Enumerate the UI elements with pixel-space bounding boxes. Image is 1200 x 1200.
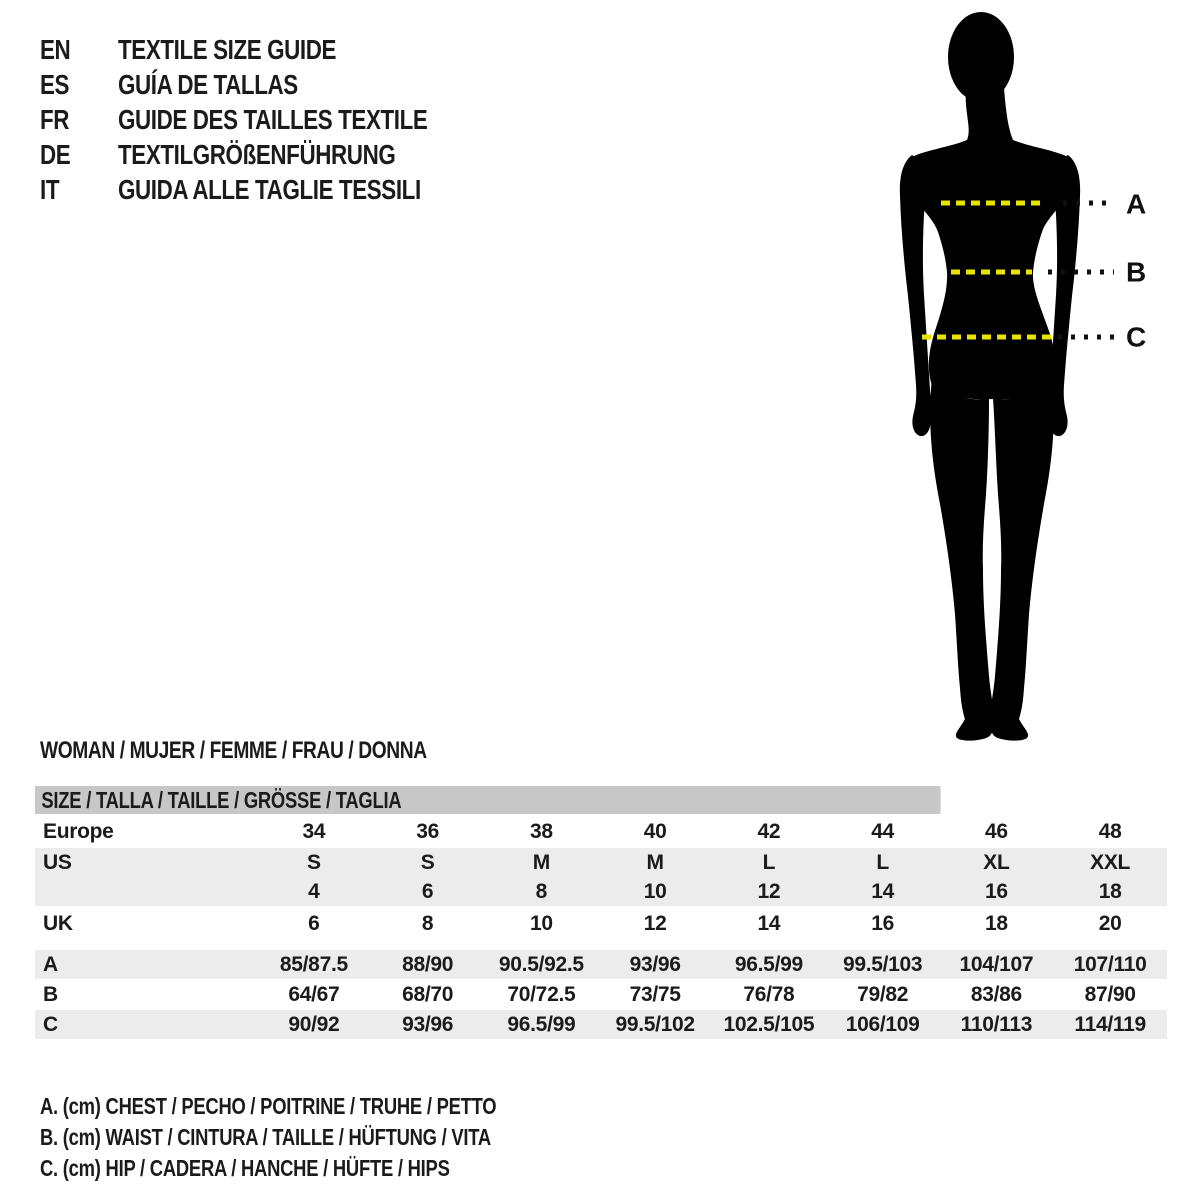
language-code: FR (40, 104, 70, 135)
legend-waist: B. (cm) WAIST / CINTURA / TAILLE / HÜFTUNG / VITA (40, 1124, 491, 1150)
size-value: 93/96 (402, 1013, 454, 1036)
size-value: XXL (1090, 851, 1131, 874)
size-value: 83/86 (970, 983, 1022, 1006)
size-value: 87/90 (1084, 983, 1136, 1006)
size-value: 79/82 (857, 983, 909, 1006)
size-value: 85/87.5 (279, 953, 348, 976)
size-value: 40 (643, 820, 667, 843)
size-value: 64/67 (288, 983, 340, 1006)
language-title: GUIDE DES TAILLES TEXTILE (118, 104, 428, 135)
row-label: US (43, 851, 72, 874)
table-row-europe (35, 817, 1167, 846)
size-value: 4 (308, 880, 320, 903)
size-value: 76/78 (743, 983, 795, 1006)
size-value: 70/72.5 (507, 983, 576, 1006)
language-code: IT (40, 174, 60, 205)
size-value: 18 (984, 912, 1008, 935)
row-label: A (43, 953, 58, 976)
size-value: 14 (757, 912, 781, 935)
marker-b-label: B (1126, 256, 1147, 288)
size-value: 42 (757, 820, 781, 843)
size-value: 93/96 (629, 953, 681, 976)
table-row-hip (35, 1010, 1167, 1039)
size-value: 88/90 (402, 953, 454, 976)
size-value: 99.5/103 (842, 953, 923, 976)
size-value: 12 (643, 912, 667, 935)
table-row-chest (35, 950, 1167, 979)
language-code: DE (40, 139, 71, 170)
language-title: GUÍA DE TALLAS (118, 69, 298, 100)
size-value: 90.5/92.5 (498, 953, 584, 976)
language-code: ES (40, 69, 70, 100)
size-value: 34 (302, 820, 326, 843)
size-value: 110/113 (960, 1013, 1033, 1036)
size-value: 48 (1098, 820, 1122, 843)
size-value: 96.5/99 (734, 953, 803, 976)
size-value: 68/70 (402, 983, 454, 1006)
size-value: 6 (421, 880, 434, 903)
size-value: 114/119 (1074, 1013, 1146, 1036)
silhouette-torso (903, 88, 1076, 399)
size-value: 16 (984, 880, 1008, 903)
size-value: XL (983, 851, 1010, 874)
row-label: B (43, 983, 58, 1006)
size-value: 73/75 (629, 983, 681, 1006)
size-value: 36 (416, 820, 439, 843)
size-value: 6 (308, 912, 320, 935)
size-value: 16 (871, 912, 894, 935)
size-value: 8 (421, 912, 434, 935)
size-value: 20 (1098, 912, 1122, 935)
language-title: GUIDA ALLE TAGLIE TESSILI (118, 174, 421, 205)
size-value: 46 (984, 820, 1008, 843)
language-title: TEXTILE SIZE GUIDE (118, 34, 337, 65)
size-value: 102.5/105 (723, 1013, 815, 1036)
size-value: 90/92 (288, 1013, 340, 1036)
size-value: 99.5/102 (615, 1013, 695, 1036)
silhouette-left-leg (930, 378, 994, 741)
size-value: 106/109 (845, 1013, 920, 1036)
size-value: M (646, 851, 664, 874)
woman-silhouette-figure (880, 0, 1200, 750)
size-value: 44 (871, 820, 894, 843)
size-value: 38 (529, 820, 553, 843)
size-value: S (420, 851, 435, 874)
row-label: UK (43, 912, 73, 935)
legend-chest: A. (cm) CHEST / PECHO / POITRINE / TRUHE / PETTO (40, 1093, 497, 1119)
marker-a-label: A (1126, 188, 1147, 220)
measurement-legend (40, 1091, 610, 1184)
size-value: L (876, 851, 889, 874)
size-value: 12 (757, 880, 781, 903)
size-table-header: SIZE / TALLA / TAILLE / GRÖSSE / TAGLIA (35, 786, 941, 814)
language-list (40, 32, 505, 207)
table-row-waist (35, 980, 1167, 1009)
size-value: 8 (535, 880, 548, 903)
woman-silhouette (900, 12, 1080, 741)
marker-c-label: C (1126, 321, 1147, 353)
size-value: L (762, 851, 776, 874)
size-value: S (307, 851, 321, 874)
size-table (35, 786, 1167, 1039)
silhouette-right-leg (990, 378, 1054, 741)
table-row-uk (35, 909, 1167, 938)
row-label (35, 877, 257, 906)
size-value: 107/110 (1073, 953, 1147, 976)
size-value: 104/107 (959, 953, 1034, 976)
language-code: EN (40, 34, 71, 65)
row-label: C (43, 1013, 58, 1036)
size-value: 18 (1098, 880, 1122, 903)
section-title-woman: WOMAN / MUJER / FEMME / FRAU / DONNA (40, 737, 427, 764)
table-row-us-numeric (35, 877, 1167, 906)
size-value: 96.5/99 (507, 1013, 576, 1036)
language-title: TEXTILGRÖßENFÜHRUNG (118, 139, 396, 170)
size-value: 10 (643, 880, 667, 903)
row-label: Europe (43, 820, 114, 843)
size-value: 10 (529, 912, 553, 935)
size-value: M (532, 851, 550, 874)
legend-hip: C. (cm) HIP / CADERA / HANCHE / HÜFTE / HIPS (40, 1155, 450, 1181)
size-value: 14 (871, 880, 894, 903)
table-row-us (35, 848, 1167, 877)
